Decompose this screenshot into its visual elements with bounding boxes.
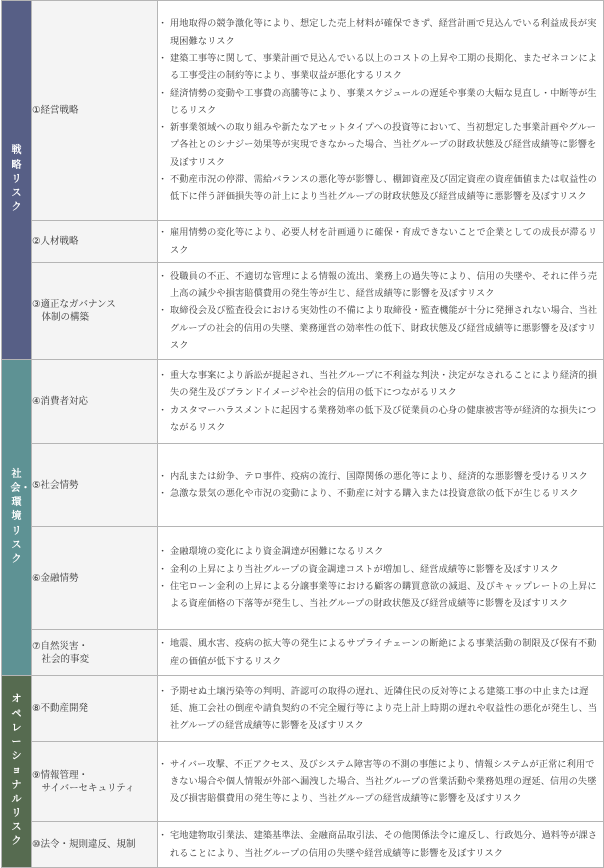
- risk-description: [158, 630, 604, 676]
- risk-row-natural-disasters: [2, 630, 604, 676]
- risk-name: ①経営戦略: [32, 1, 158, 221]
- risk-item: ・ 金融環境の変化により資金調達が困難になるリスク: [158, 543, 603, 560]
- risk-row-information-security: [2, 742, 604, 822]
- risk-name: ②人材戦略: [32, 221, 158, 263]
- risk-item: ・ 新事業領域への取り組みや新たなアセットタイプへの投資等において、当初想定した事業計画やグループ各社とのシナジー効果等が実現できなかった場合、当社グループの財政状態及び経営成績等に影響を及ぼすリスク: [158, 119, 603, 171]
- risk-row-consumer-response: [2, 360, 604, 444]
- risk-row-governance: [2, 263, 604, 360]
- risk-name-line: サイバーセキュリティ: [32, 782, 135, 794]
- risk-item: ・ 重大な事案により訴訟が提起され、当社グループに不利益な判決・決定がなされることにより経済的損失の発生及びブランドイメージや社会的信用の低下につながるリスク: [158, 367, 603, 402]
- risk-item: ・ 住宅ローン金利の上昇による分譲事業等における顧客の購買意欲の減退、及びキャップレートの上昇による資産価格の下落等が発生し、当社グループの財政状態及び経営成績等に影響を及ぼすリスク: [158, 578, 603, 613]
- risk-item: ・ カスタマーハラスメントに起因する業務効率の低下及び従業員の心身の健康被害等が経済的な損失につながるリスク: [158, 402, 603, 437]
- risk-description: [158, 742, 604, 822]
- risk-name: [32, 630, 158, 676]
- risk-description: [158, 1, 604, 221]
- risk-item: ・ 急激な景気の悪化や市況の変動により、不動産に対する購入または投資意欲の低下が生じるリスク: [158, 485, 603, 502]
- risk-description: [158, 444, 604, 527]
- risk-name-line: 体制の構築: [32, 312, 90, 323]
- risk-item: ・ 不動産市況の停滞、需給バランスの悪化等が影響し、棚卸資産及び固定資産の資産価値または収益性の低下に伴う評価損失等の計上により当社グループの財政状態及び経営成績等に悪影響を及ぼすリスク: [158, 171, 603, 206]
- risk-name: ⑩法令・規則違反、規制: [32, 822, 158, 868]
- risk-item: ・ サイバー攻撃、不正アクセス、及びシステム障害等の不測の事態により、情報システムが正常に利用できない場合や個人情報が外部へ漏洩した場合、当社グループの営業活動や業務処理の遅延、信用の失墜及び損害賠償費用の発生等により、当社グループの経営成績等に影響を及ぼすリスク: [158, 756, 603, 808]
- risk-name: [32, 742, 158, 822]
- risk-item: ・ 予期せぬ土壌汚染等の判明、許認可の取得の遅れ、近隣住民の反対等による建築工事の中止または遅延、施工会社の倒産や請負契約の不完全履行等により売上計上時期の遅れや収益性の悪化が発生し、当社グループの経営成績等に影響を及ぼすリスク: [158, 683, 603, 735]
- category-strategic-risk: 戦略リスク: [2, 1, 32, 360]
- risk-table: [1, 0, 604, 868]
- risk-item: ・ 用地取得の競争激化等により、想定した売上材料が確保できず、経営計画で見込んでいる利益成長が実現困難なリスク: [158, 15, 603, 50]
- risk-item: ・ 内乱または紛争、テロ事件、疫病の流行、国際関係の悪化等により、経済的な悪影響を受けるリスク: [158, 468, 603, 485]
- risk-item: ・ 金利の上昇により当社グループの資金調達コストが増加し、経営成績等に影響を及ぼすリスク: [158, 561, 603, 578]
- risk-name: ⑧不動産開発: [32, 676, 158, 742]
- risk-name-line: ⑨情報管理・: [32, 769, 89, 781]
- risk-description: [158, 263, 604, 360]
- risk-name: ⑥金融情勢: [32, 527, 158, 630]
- risk-item: ・ 地震、風水害、疫病の拡大等の発生によるサプライチェーンの断絶による事業活動の制限及び保有不動産の価値が低下するリスク: [158, 635, 603, 670]
- risk-description: [158, 360, 604, 444]
- risk-description: [158, 527, 604, 630]
- risk-item: ・ 取締役会及び監査役会における実効性の不備により取締役・監査機能が十分に発揮されない場合、当社グループの社会的信用の失墜、業務運営の効率性の低下、財政状態及び経営成績等に悪影響を及ぼすリスク: [158, 302, 603, 354]
- risk-item: ・ 宅地建物取引業法、建築基準法、金融商品取引法、その他関係法令に違反し、行政処分、過料等が課されることにより、当社グループの信用の失墜や経営成績等に影響を及ぼすリスク: [158, 827, 603, 862]
- risk-row-compliance: [2, 822, 604, 868]
- risk-item: ・ 役職員の不正、不適切な管理による情報の流出、業務上の過失等により、信用の失墜や、それに伴う売上高の減少や損害賠償費用の発生等が生じ、経営成績等に影響を及ぼすリスク: [158, 268, 603, 303]
- risk-row-real-estate-development: [2, 676, 604, 742]
- risk-item: ・ 建築工事等に関して、事業計画で見込んでいる以上のコストの上昇や工期の長期化、またゼネコンによる工事受注の制約等により、事業収益が悪化するリスク: [158, 50, 603, 85]
- category-social-environmental-risk: 社会・環境リスク: [2, 360, 32, 676]
- risk-item: ・ 経済情勢の変動や工事費の高騰等により、事業スケジュールの遅延や事業の大幅な見直し・中断等が生じるリスク: [158, 85, 603, 120]
- risk-name: ④消費者対応: [32, 360, 158, 444]
- risk-description: [158, 822, 604, 868]
- risk-row-financial-conditions: [2, 527, 604, 630]
- risk-row-management-strategy: [2, 1, 604, 221]
- risk-name-line: ③適正なガバナンス: [32, 299, 116, 310]
- risk-description: [158, 221, 604, 263]
- risk-name: [32, 263, 158, 360]
- risk-description: [158, 676, 604, 742]
- category-operational-risk: オペレーショナルリスク: [2, 676, 32, 868]
- risk-row-social-conditions: [2, 444, 604, 527]
- risk-name-line: 社会的事変: [32, 653, 90, 665]
- risk-row-hr-strategy: [2, 221, 604, 263]
- risk-name: ⑤社会情勢: [32, 444, 158, 527]
- risk-item: ・ 雇用情勢の変化等により、必要人材を計画通りに確保・育成できないことで企業としての成長が滞るリスク: [158, 224, 603, 259]
- risk-name-line: ⑦自然災害・: [32, 640, 89, 652]
